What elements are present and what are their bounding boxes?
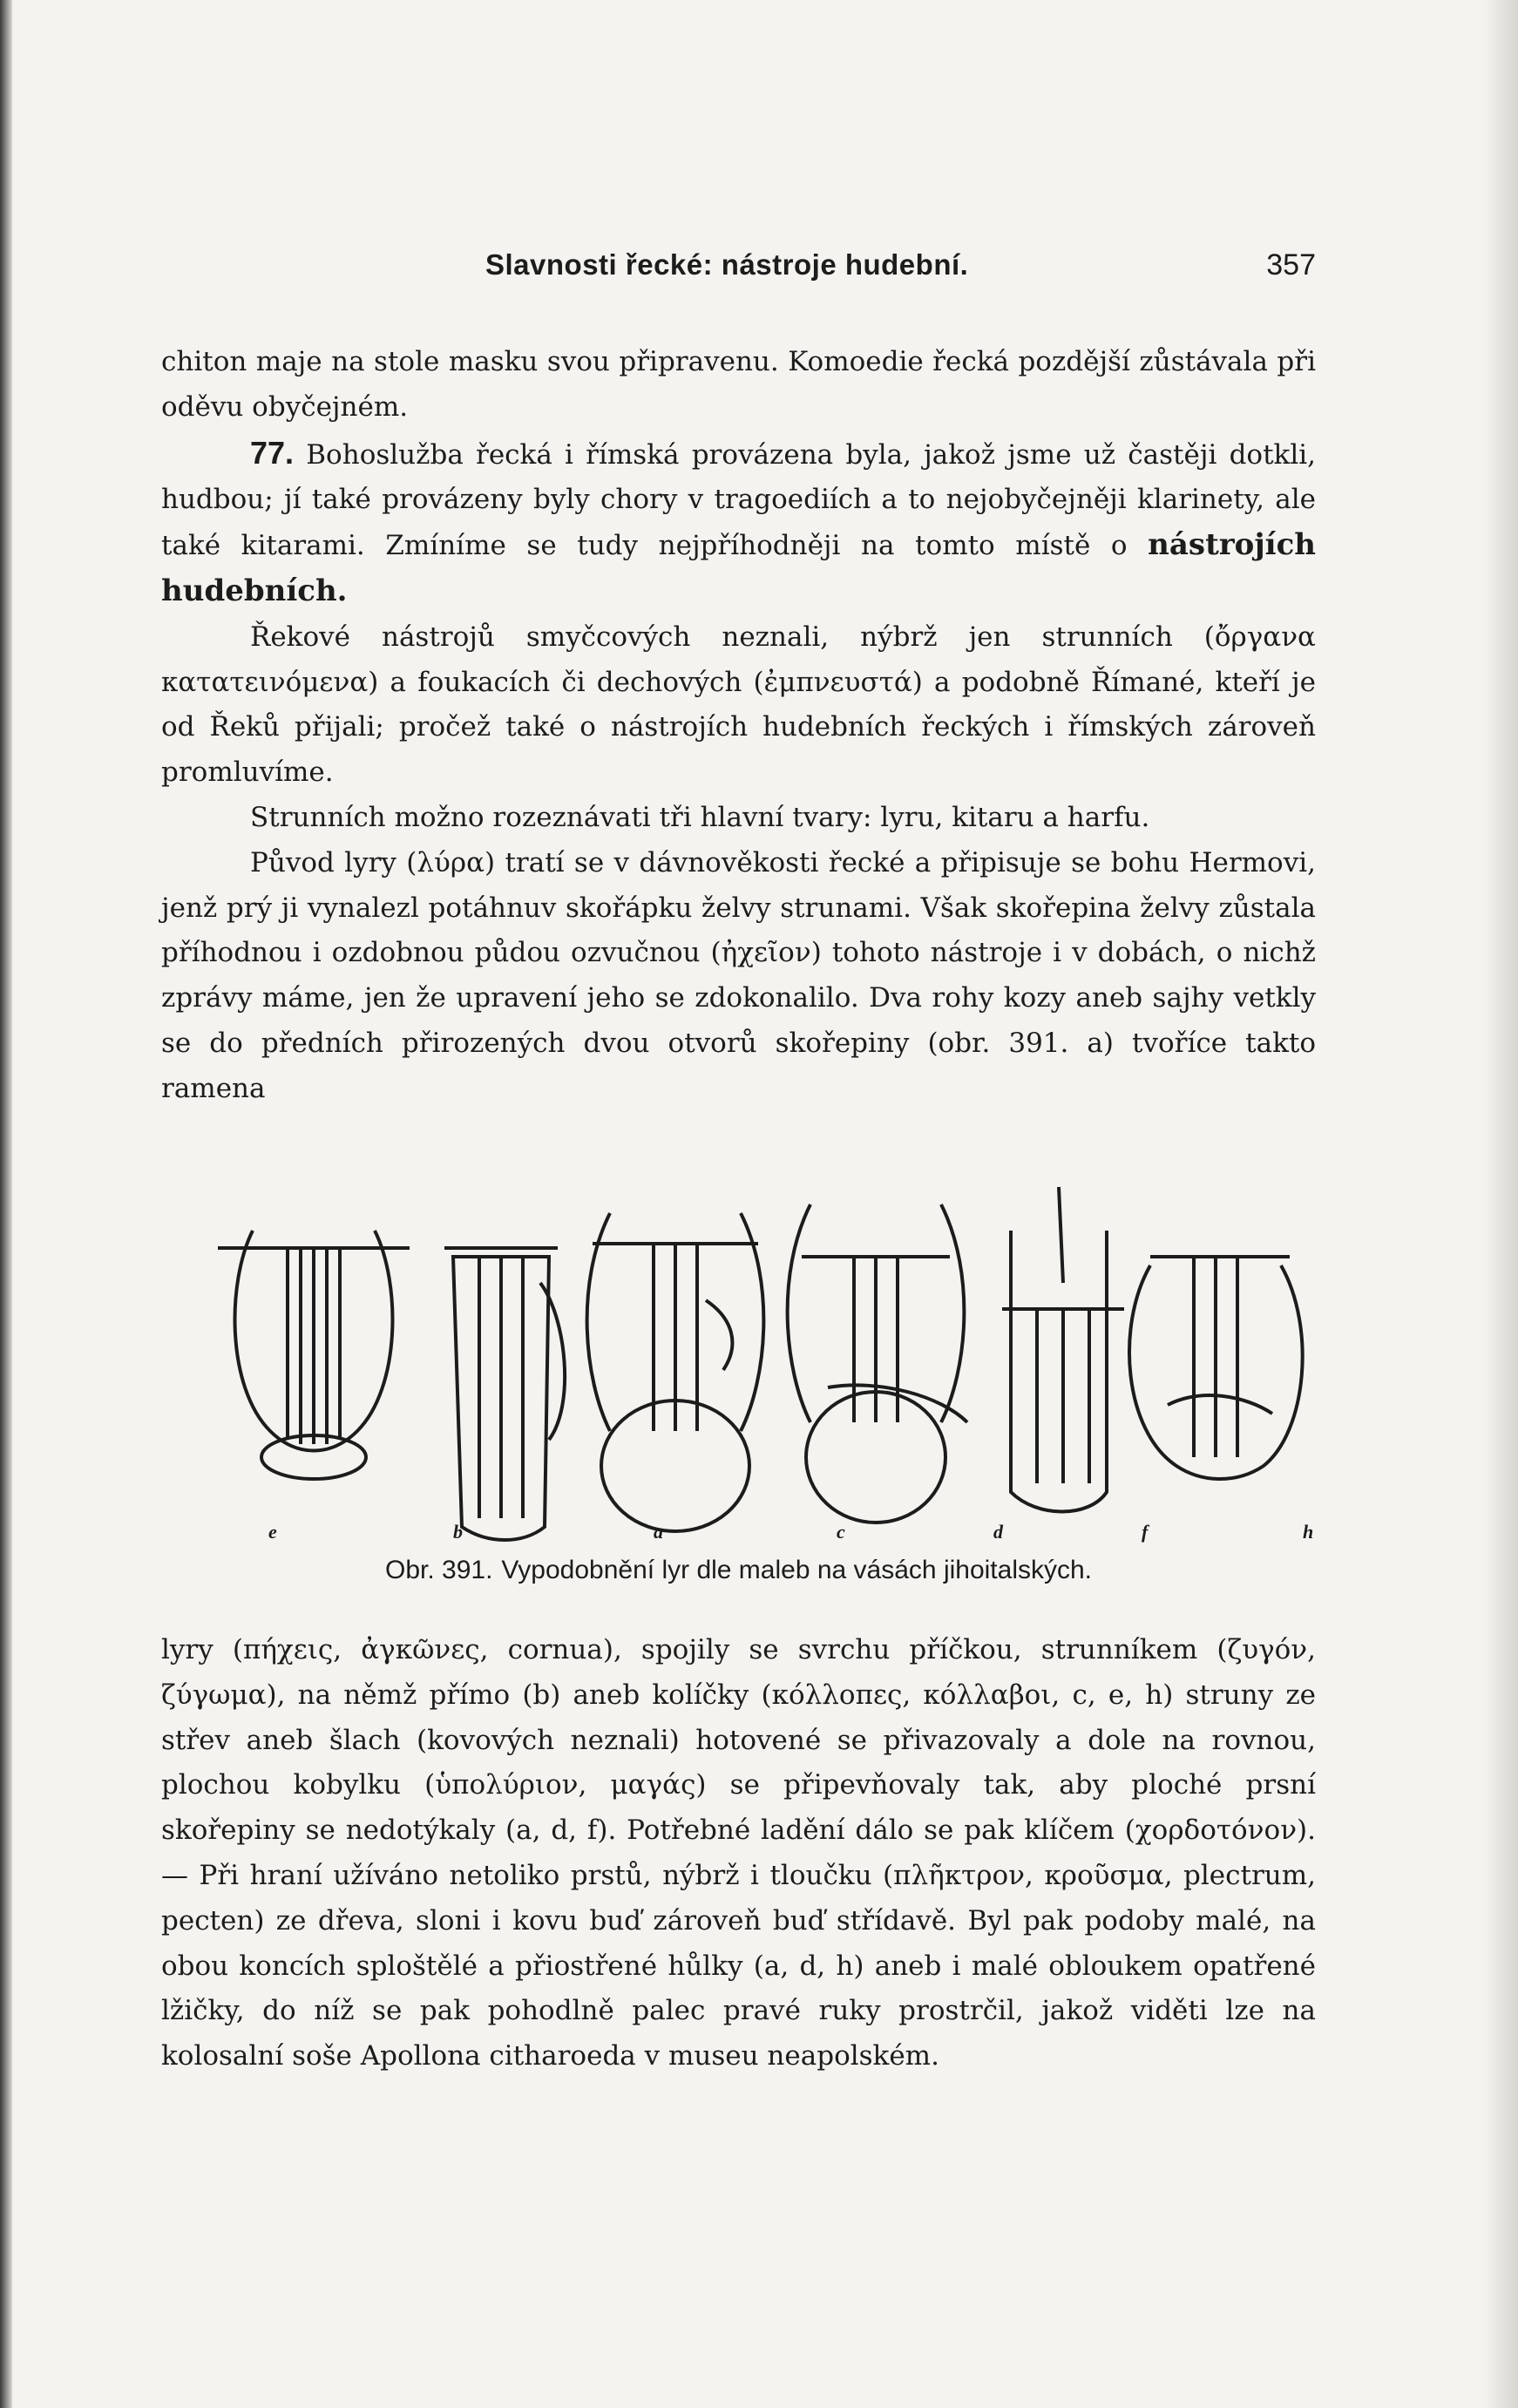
page-number: 357 [1266, 248, 1316, 281]
lyre-h [1129, 1257, 1303, 1479]
paragraph-three-forms: Strunních možno rozeznávati tři hlavní tvary: lyru, kitaru a harfu. [250, 801, 1150, 833]
lyre-b [444, 1248, 565, 1540]
paragraph-lyre-origin: Původ lyry (λύρα) tratí se v dávnověkosti řecké a připisuje se bohu Hermovi, jenž prý ji vynalezl potáhnuv skořápku želvy strunami. Však skořepina želvy zůstala příhodnou i ozdobnou půdou ozvučnou (ἠχεῖον) tohoto nástroje i v dobách, o nichž zprávy máme, jen že upravení jeho se zdokonalilo. Dva rohy kozy aneb sajhy vetkly se do předních přirozených dvou otvorů skořepiny (obr. 391. a) tvoříce takto ramena [161, 846, 1316, 1104]
lyre-e [218, 1231, 410, 1479]
figure-caption [161, 1556, 1316, 1585]
figure-letter: c [837, 1521, 845, 1543]
lyre-a [587, 1213, 764, 1531]
figure-letter: a [654, 1521, 663, 1543]
page-header [161, 248, 1316, 283]
section-number: 77. [250, 434, 295, 471]
figure-letter: h [1303, 1521, 1314, 1543]
running-head: Slavnosti řecké: nástroje hudební. [485, 248, 969, 281]
lyre-c [788, 1204, 967, 1523]
body-text-bottom [161, 1628, 1316, 2079]
figure-caption-text: Vypodobnění lyr dle maleb na vásách jihoitalských. [501, 1556, 1093, 1584]
section-term: nástrojích hudebních. [161, 527, 1316, 608]
lyre-illustration [200, 1178, 1325, 1544]
paragraph-lyre-construction: lyry (πήχεις, ἀγκῶνες, cornua), spojily se svrchu příčkou, strunníkem (ζυγόν, ζύγωμα), na němž přímo (b) aneb kolíčky (κόλλοπες, κόλλαβοι, c, e, h) struny ze střev aneb šlach (kovových neznali) hotovené se přivazovaly a dole na rovnou, plochou kobylku (ὑπολύριον, μαγάς) se připevňovaly tak, aby ploché prsní skořepiny se nedotýkaly (a, d, f). Potřebné ladění dálo se pak klíčem (χορδοτόνον). — Při hraní užíváno netoliko prstů, nýbrž i tloučku (πλῆκτρον, κροῦσμα, plectrum, pecten) ze dřeva, sloni i kovu buď zároveň buď střídavě. Byl pak podoby malé, na obou koncích sploštělé a přiostřené hůlky (a, d, h) aneb i malé obloukem opatřené lžičky, do níž se pak pohodlně palec pravé ruky prostrčil, jakož viděti lze na kolosalní soše Apollona citharoeda v museu neapolském. [161, 1634, 1316, 2072]
lyre-d [1002, 1187, 1124, 1512]
paragraph-chiton: chiton maje na stole masku svou připravenu. Komoedie řecká pozdější zůstávala při oděvu obyčejném. [161, 346, 1316, 423]
figure-letter: d [993, 1521, 1003, 1543]
paragraph-instruments: Řekové nástrojů smyčcových neznali, nýbrž jen strunních (ὄργανα κατατεινόμενα) a foukacích či dechových (ἐμπνευστά) a podobně Římané, kteří je od Řeků přijali; pročež také o nástrojích hudebních řeckých i římských zároveň promluvíme. [161, 621, 1316, 789]
page-edge-right [1483, 0, 1518, 2408]
figure-letter: e [268, 1521, 277, 1543]
lyre-drawings [200, 1178, 1325, 1544]
body-text-top [161, 340, 1316, 1112]
page-edge-shadow [0, 0, 12, 2408]
figure-letter: f [1142, 1521, 1149, 1543]
paragraph-section-77 [161, 431, 1316, 615]
figure-caption-label: Obr. 391. [384, 1556, 493, 1584]
section-77-text: Bohoslužba řecká i římská provázena byla, jakož jsme už častěji dotkli, hudbou; jí také provázeny byly chory v tragoediích a to nejobyčejněji klarinety, ale také kitarami. Zmíníme se tudy nejpříhodněji na tomto místě o [161, 438, 1317, 562]
figure-letter-labels [200, 1521, 1325, 1547]
figure-letter: b [453, 1521, 463, 1543]
